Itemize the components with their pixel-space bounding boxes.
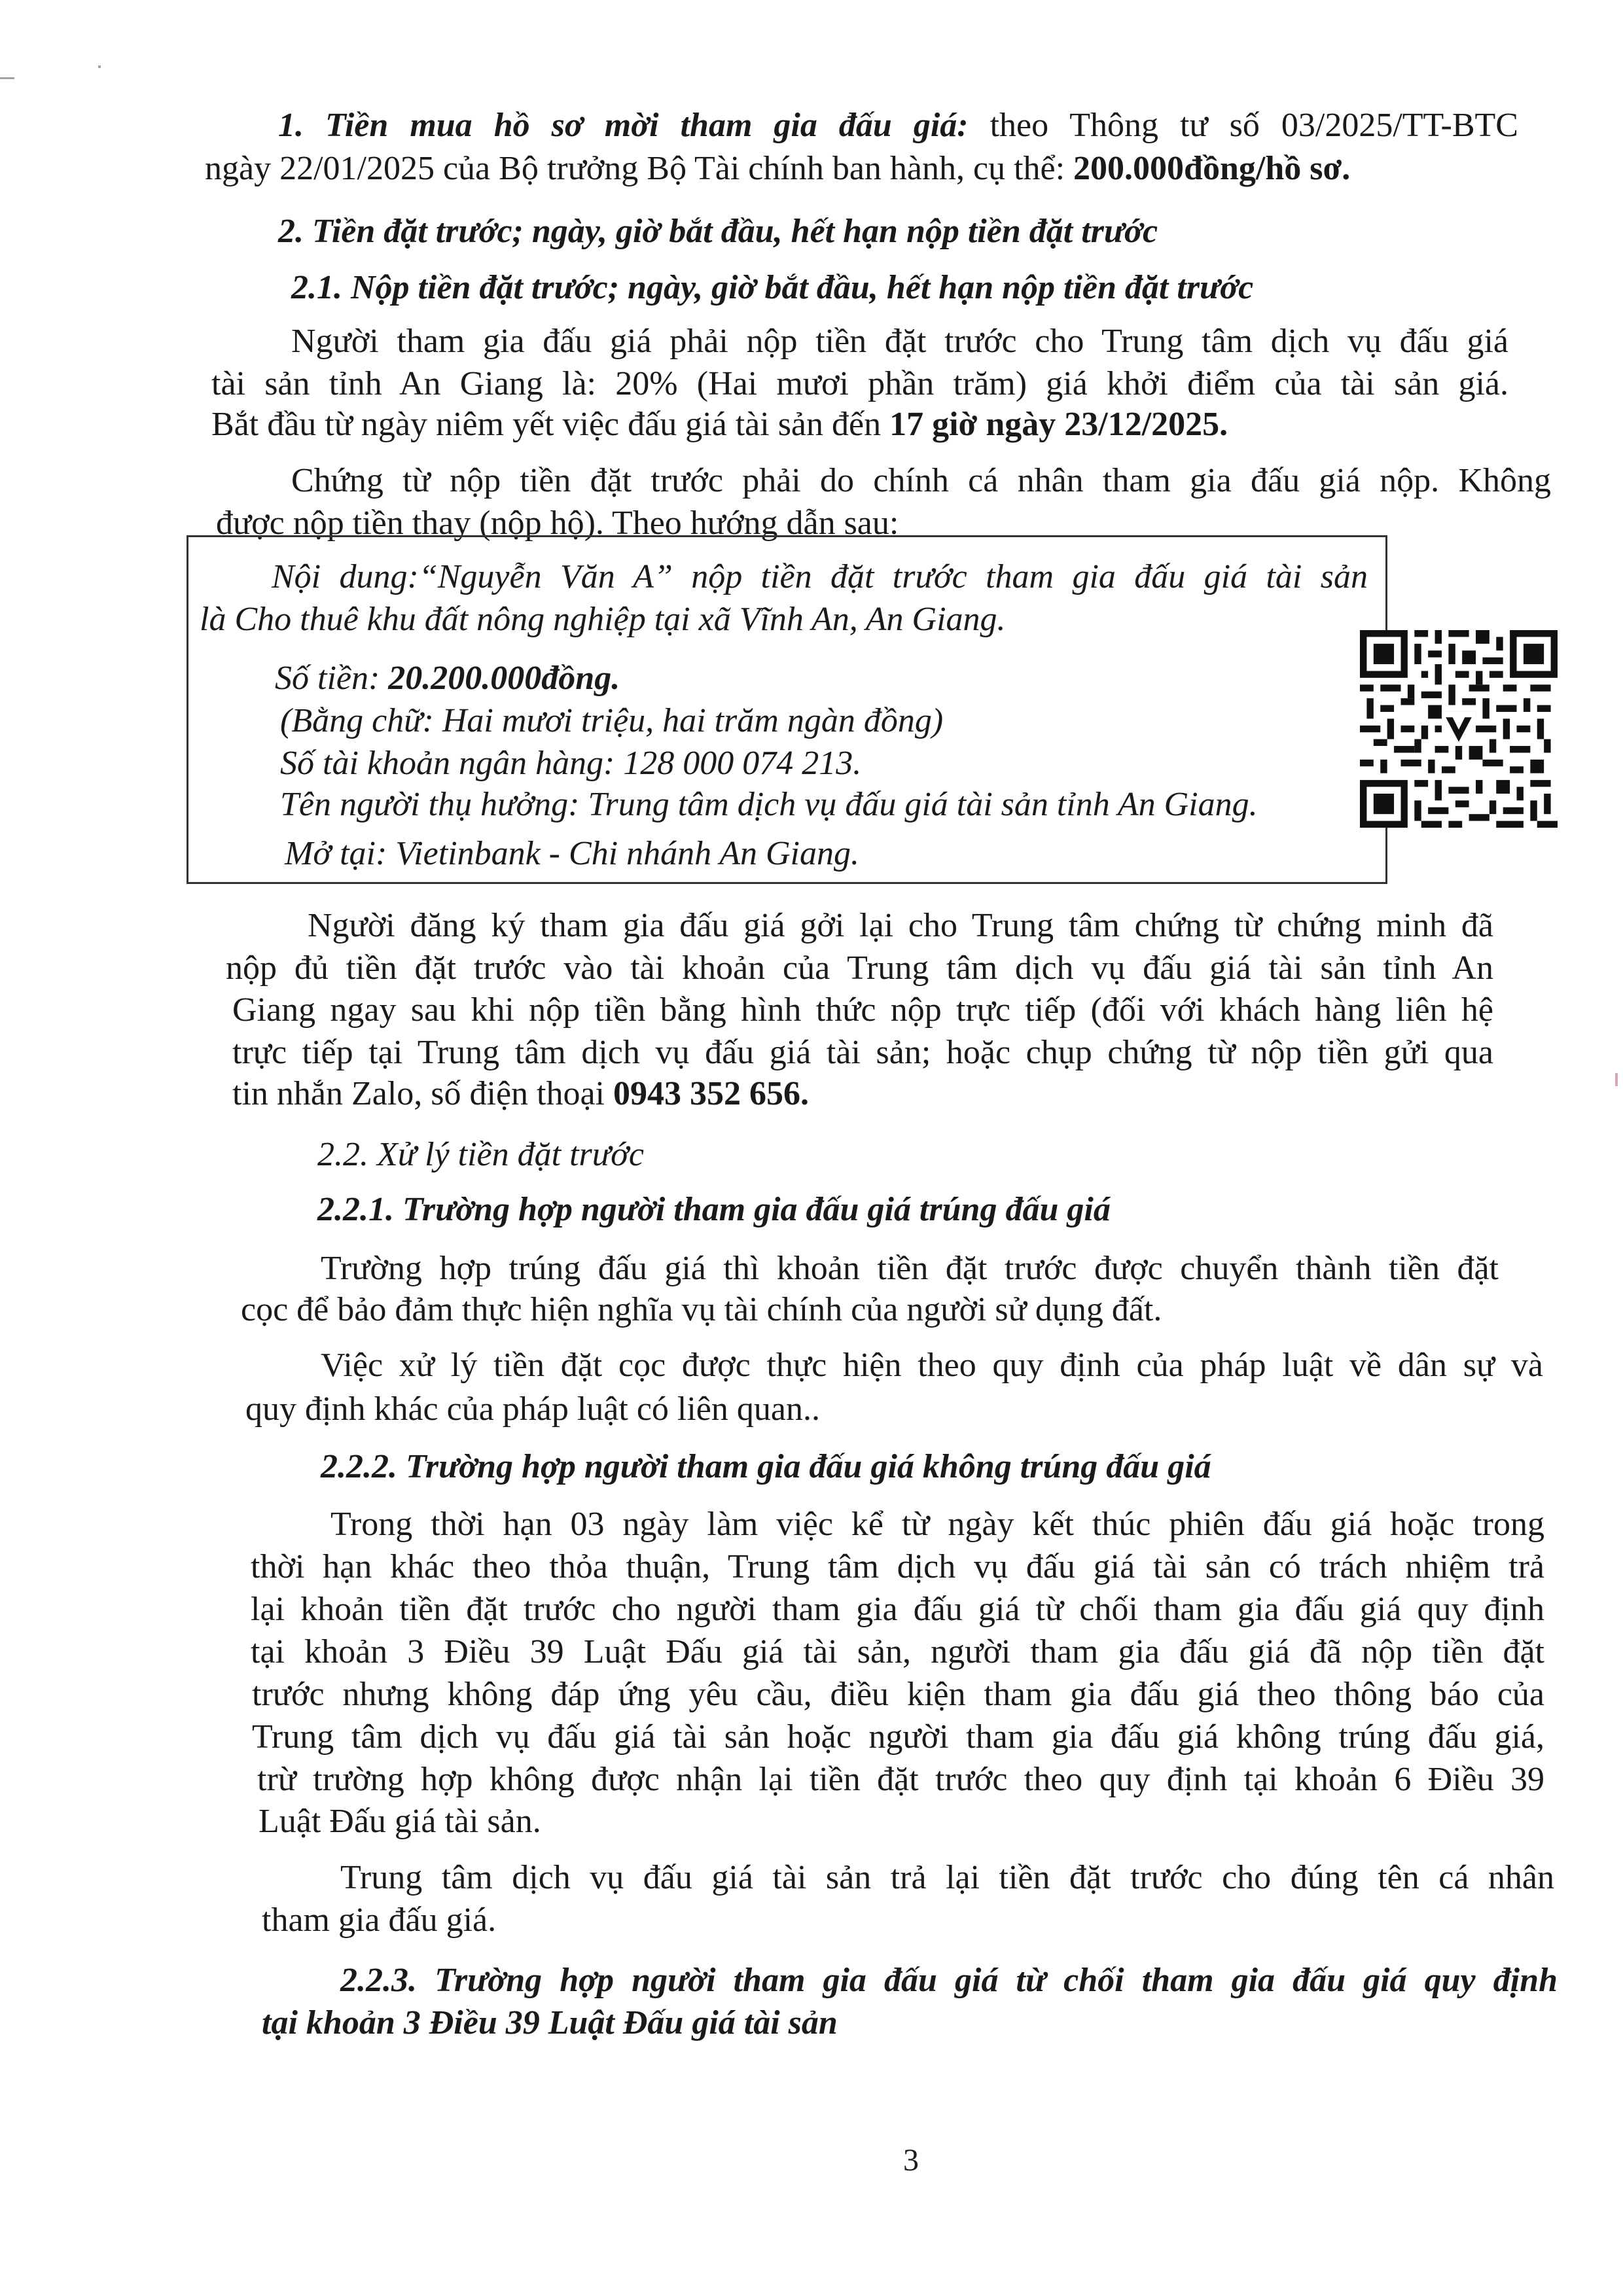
section222-p3-line6: Trung tâm dịch vụ đấu giá tài sản hoặc người tham gia đấu giá không trúng đấu giá,: [252, 1718, 1544, 1756]
box-line3: [275, 658, 620, 699]
section2-p1-line1: Người tham gia đấu giá phải nộp tiền đặt trước cho Trung tâm dịch vụ đấu giá: [291, 323, 1508, 360]
scan-edge-mark: [0, 77, 14, 79]
box-line1: Nội dung:“Nguyễn Văn A” nộp tiền đặt trước tham gia đấu giá tài sản: [272, 558, 1368, 595]
section221-p1-line2: cọc để bảo đảm thực hiện nghĩa vụ tài chính của người sử dụng đất.: [241, 1291, 1162, 1328]
box-line6: Tên người thụ hưởng: Trung tâm dịch vụ đấu giá tài sản tỉnh An Giang.: [280, 786, 1258, 823]
section221-heading: 2.2.1. Trường hợp người tham gia đấu giá trúng đấu giá: [317, 1191, 1111, 1228]
scan-speck-right: [1615, 1073, 1618, 1086]
section2-p1-line3a: Bắt đầu từ ngày niêm yết việc đấu giá tài sản đến: [211, 406, 890, 443]
phone-number: 0943 352 656.: [613, 1075, 810, 1112]
box-line4: (Bằng chữ: Hai mươi triệu, hai trăm ngàn đồng): [280, 702, 944, 739]
section223-heading-line1: 2.2.3. Trường hợp người tham gia đấu giá từ chối tham gia đấu giá quy định: [340, 1962, 1558, 1999]
section2-p1-line2: tài sản tỉnh An Giang là: 20% (Hai mươi phần trăm) giá khởi điểm của tài sản giá.: [211, 365, 1508, 402]
section2-p1-line3: [211, 404, 1228, 446]
para3-line2: nộp đủ tiền đặt trước vào tài khoản của Trung tâm dịch vụ đấu giá tài sản tỉnh An: [226, 949, 1493, 987]
box-line2: là Cho thuê khu đất nông nghiệp tại xã Vĩnh An, An Giang.: [200, 601, 1006, 638]
section222-p3-line7: trừ trường hợp không được nhận lại tiền đặt trước theo quy định tại khoản 6 Điều 39: [257, 1761, 1544, 1798]
section22-heading: 2.2. Xử lý tiền đặt trước: [317, 1136, 644, 1173]
section222-p4-line1: Trung tâm dịch vụ đấu giá tài sản trả lại tiền đặt trước cho đúng tên cá nhân: [340, 1859, 1554, 1896]
section222-p3-line1: Trong thời hạn 03 ngày làm việc kể từ ngày kết thúc phiên đấu giá hoặc trong: [330, 1506, 1544, 1543]
para3-line1: Người đăng ký tham gia đấu giá gởi lại cho Trung tâm chứng từ chứng minh đã: [308, 907, 1493, 944]
para3-line5a: tin nhắn Zalo, số điện thoại: [232, 1075, 614, 1112]
section1-line1: [278, 105, 1518, 147]
para3-line3: Giang ngay sau khi nộp tiền bằng hình thức nộp trực tiếp (đối với khách hàng liên hệ: [232, 991, 1493, 1029]
section222-p3-line2: thời hạn khác theo thỏa thuận, Trung tâm dịch vụ đấu giá tài sản có trách nhiệm trả: [251, 1548, 1544, 1585]
section2-p2-line1: Chứng từ nộp tiền đặt trước phải do chính cá nhân tham gia đấu giá nộp. Không: [291, 462, 1551, 499]
section1-heading: 1. Tiền mua hồ sơ mời tham gia đấu giá:: [278, 107, 969, 144]
section1-line2: [205, 148, 1350, 190]
qr-code-icon: [1360, 630, 1558, 828]
section222-heading: 2.2.2. Trường hợp người tham gia đấu giá không trúng đấu giá: [321, 1448, 1211, 1485]
section21-heading: 2.1. Nộp tiền đặt trước; ngày, giờ bắt đầu, hết hạn nộp tiền đặt trước: [291, 269, 1254, 306]
section1-text-a: theo Thông tư số 03/2025/TT-BTC: [968, 107, 1518, 144]
section222-p3-line5: trước nhưng không đáp ứng yêu cầu, điều kiện tham gia đấu giá theo thông báo của: [252, 1676, 1544, 1713]
section221-p2-line2: quy định khác của pháp luật có liên quan..: [245, 1390, 820, 1428]
scan-speck: [98, 65, 101, 68]
section1-amount: 200.000đồng/hồ sơ.: [1073, 150, 1351, 187]
section222-p3-line4: tại khoản 3 Điều 39 Luật Đấu giá tài sản, người tham gia đấu giá đã nộp tiền đặt: [251, 1633, 1544, 1670]
page-number: 3: [903, 2143, 919, 2178]
para3-line4: trực tiếp tại Trung tâm dịch vụ đấu giá tài sản; hoặc chụp chứng từ nộp tiền gửi qua: [232, 1034, 1493, 1071]
box-line7: Mở tại: Vietinbank - Chi nhánh An Giang.: [285, 835, 859, 872]
section223-heading-line2: tại khoản 3 Điều 39 Luật Đấu giá tài sản: [262, 2004, 838, 2041]
deadline-text: 17 giờ ngày 23/12/2025.: [889, 406, 1228, 443]
section222-p4-line2: tham gia đấu giá.: [262, 1901, 497, 1939]
section2-p2-line2: được nộp tiền thay (nộp hộ). Theo hướng dẫn sau:: [216, 504, 899, 542]
section1-text-b: ngày 22/01/2025 của Bộ trưởng Bộ Tài chính ban hành, cụ thể:: [205, 150, 1074, 187]
box-amount: 20.200.000đồng.: [388, 660, 620, 697]
section221-p1-line1: Trường hợp trúng đấu giá thì khoản tiền đặt trước được chuyển thành tiền đặt: [321, 1250, 1499, 1287]
box-line3a: Số tiền:: [275, 660, 389, 697]
section222-p3-line8: Luật Đấu giá tài sản.: [259, 1803, 541, 1840]
para3-line5: [232, 1073, 809, 1115]
section222-p3-line3: lại khoản tiền đặt trước cho người tham gia đấu giá từ chối tham gia đấu giá quy định: [251, 1591, 1544, 1628]
section2-heading: 2. Tiền đặt trước; ngày, giờ bắt đầu, hết hạn nộp tiền đặt trước: [278, 213, 1158, 250]
section221-p2-line1: Việc xử lý tiền đặt cọc được thực hiện theo quy định của pháp luật về dân sự và: [321, 1347, 1543, 1384]
box-line5: Số tài khoản ngân hàng: 128 000 074 213.: [280, 745, 862, 782]
